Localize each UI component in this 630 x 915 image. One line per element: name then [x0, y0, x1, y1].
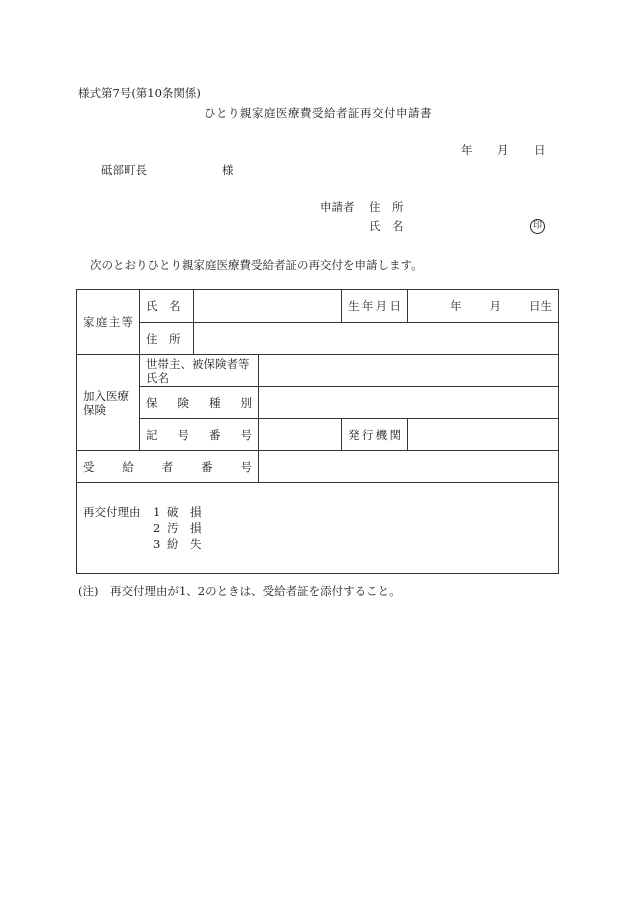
seal-mark	[530, 217, 545, 234]
household-name-cell[interactable]	[194, 290, 342, 323]
insured-name-label: 世帯主、被保険者等氏名	[140, 355, 259, 387]
household-address-cell[interactable]	[194, 323, 559, 355]
reason-number: 3	[153, 537, 161, 551]
date-year-label: 年	[461, 143, 473, 157]
symbol-number-label: 記号番号	[140, 419, 259, 451]
recipient-honorific: 様	[222, 163, 234, 177]
application-table	[76, 289, 559, 574]
issuing-agency-label: 発行機関	[342, 419, 408, 451]
applicant-address-label: 住 所	[369, 200, 404, 214]
reason-text: 破 損	[167, 505, 202, 519]
birth-day-label: 日生	[529, 299, 552, 313]
symbol-number-cell[interactable]	[259, 419, 342, 451]
recipient-number-label: 受給者番号	[77, 451, 259, 483]
insured-name-cell[interactable]	[259, 355, 559, 387]
reason-text: 紛 失	[167, 537, 202, 551]
household-head-label: 家庭主等	[77, 290, 140, 355]
issuing-agency-cell[interactable]	[408, 419, 559, 451]
seal-icon: 印	[530, 219, 545, 234]
form-number: 様式第7号(第10条関係)	[78, 86, 201, 100]
applicant-label: 申請者	[320, 200, 355, 214]
insurance-type-label: 保険種別	[140, 387, 259, 419]
reason-text: 汚 損	[167, 521, 202, 535]
reissue-reason-cell[interactable]	[77, 483, 559, 574]
date-day-label: 日	[534, 143, 546, 157]
date-month-label: 月	[497, 143, 509, 157]
footnote: (注) 再交付理由が1、2のときは、受給者証を添付すること。	[78, 584, 401, 598]
name-label: 氏 名	[140, 290, 194, 323]
recipient-name: 砥部町長	[101, 163, 147, 177]
insurance-label: 加入医療保険	[77, 355, 140, 451]
application-statement: 次のとおりひとり親家庭医療費受給者証の再交付を申請します。	[90, 258, 423, 272]
recipient-number-cell[interactable]	[259, 451, 559, 483]
birth-month-label: 月	[489, 299, 501, 313]
birth-year-label: 年	[450, 299, 462, 313]
document-title: ひとり親家庭医療費受給者証再交付申請書	[204, 106, 432, 120]
insurance-type-cell[interactable]	[259, 387, 559, 419]
reason-label: 再交付理由	[83, 505, 141, 519]
birth-date-label: 生年月日	[342, 290, 408, 323]
birth-date-cell[interactable]	[408, 290, 559, 323]
applicant-name-label: 氏 名	[369, 219, 404, 233]
reason-number: 1	[153, 505, 161, 519]
address-label: 住 所	[140, 323, 194, 355]
reason-number: 2	[153, 521, 161, 535]
